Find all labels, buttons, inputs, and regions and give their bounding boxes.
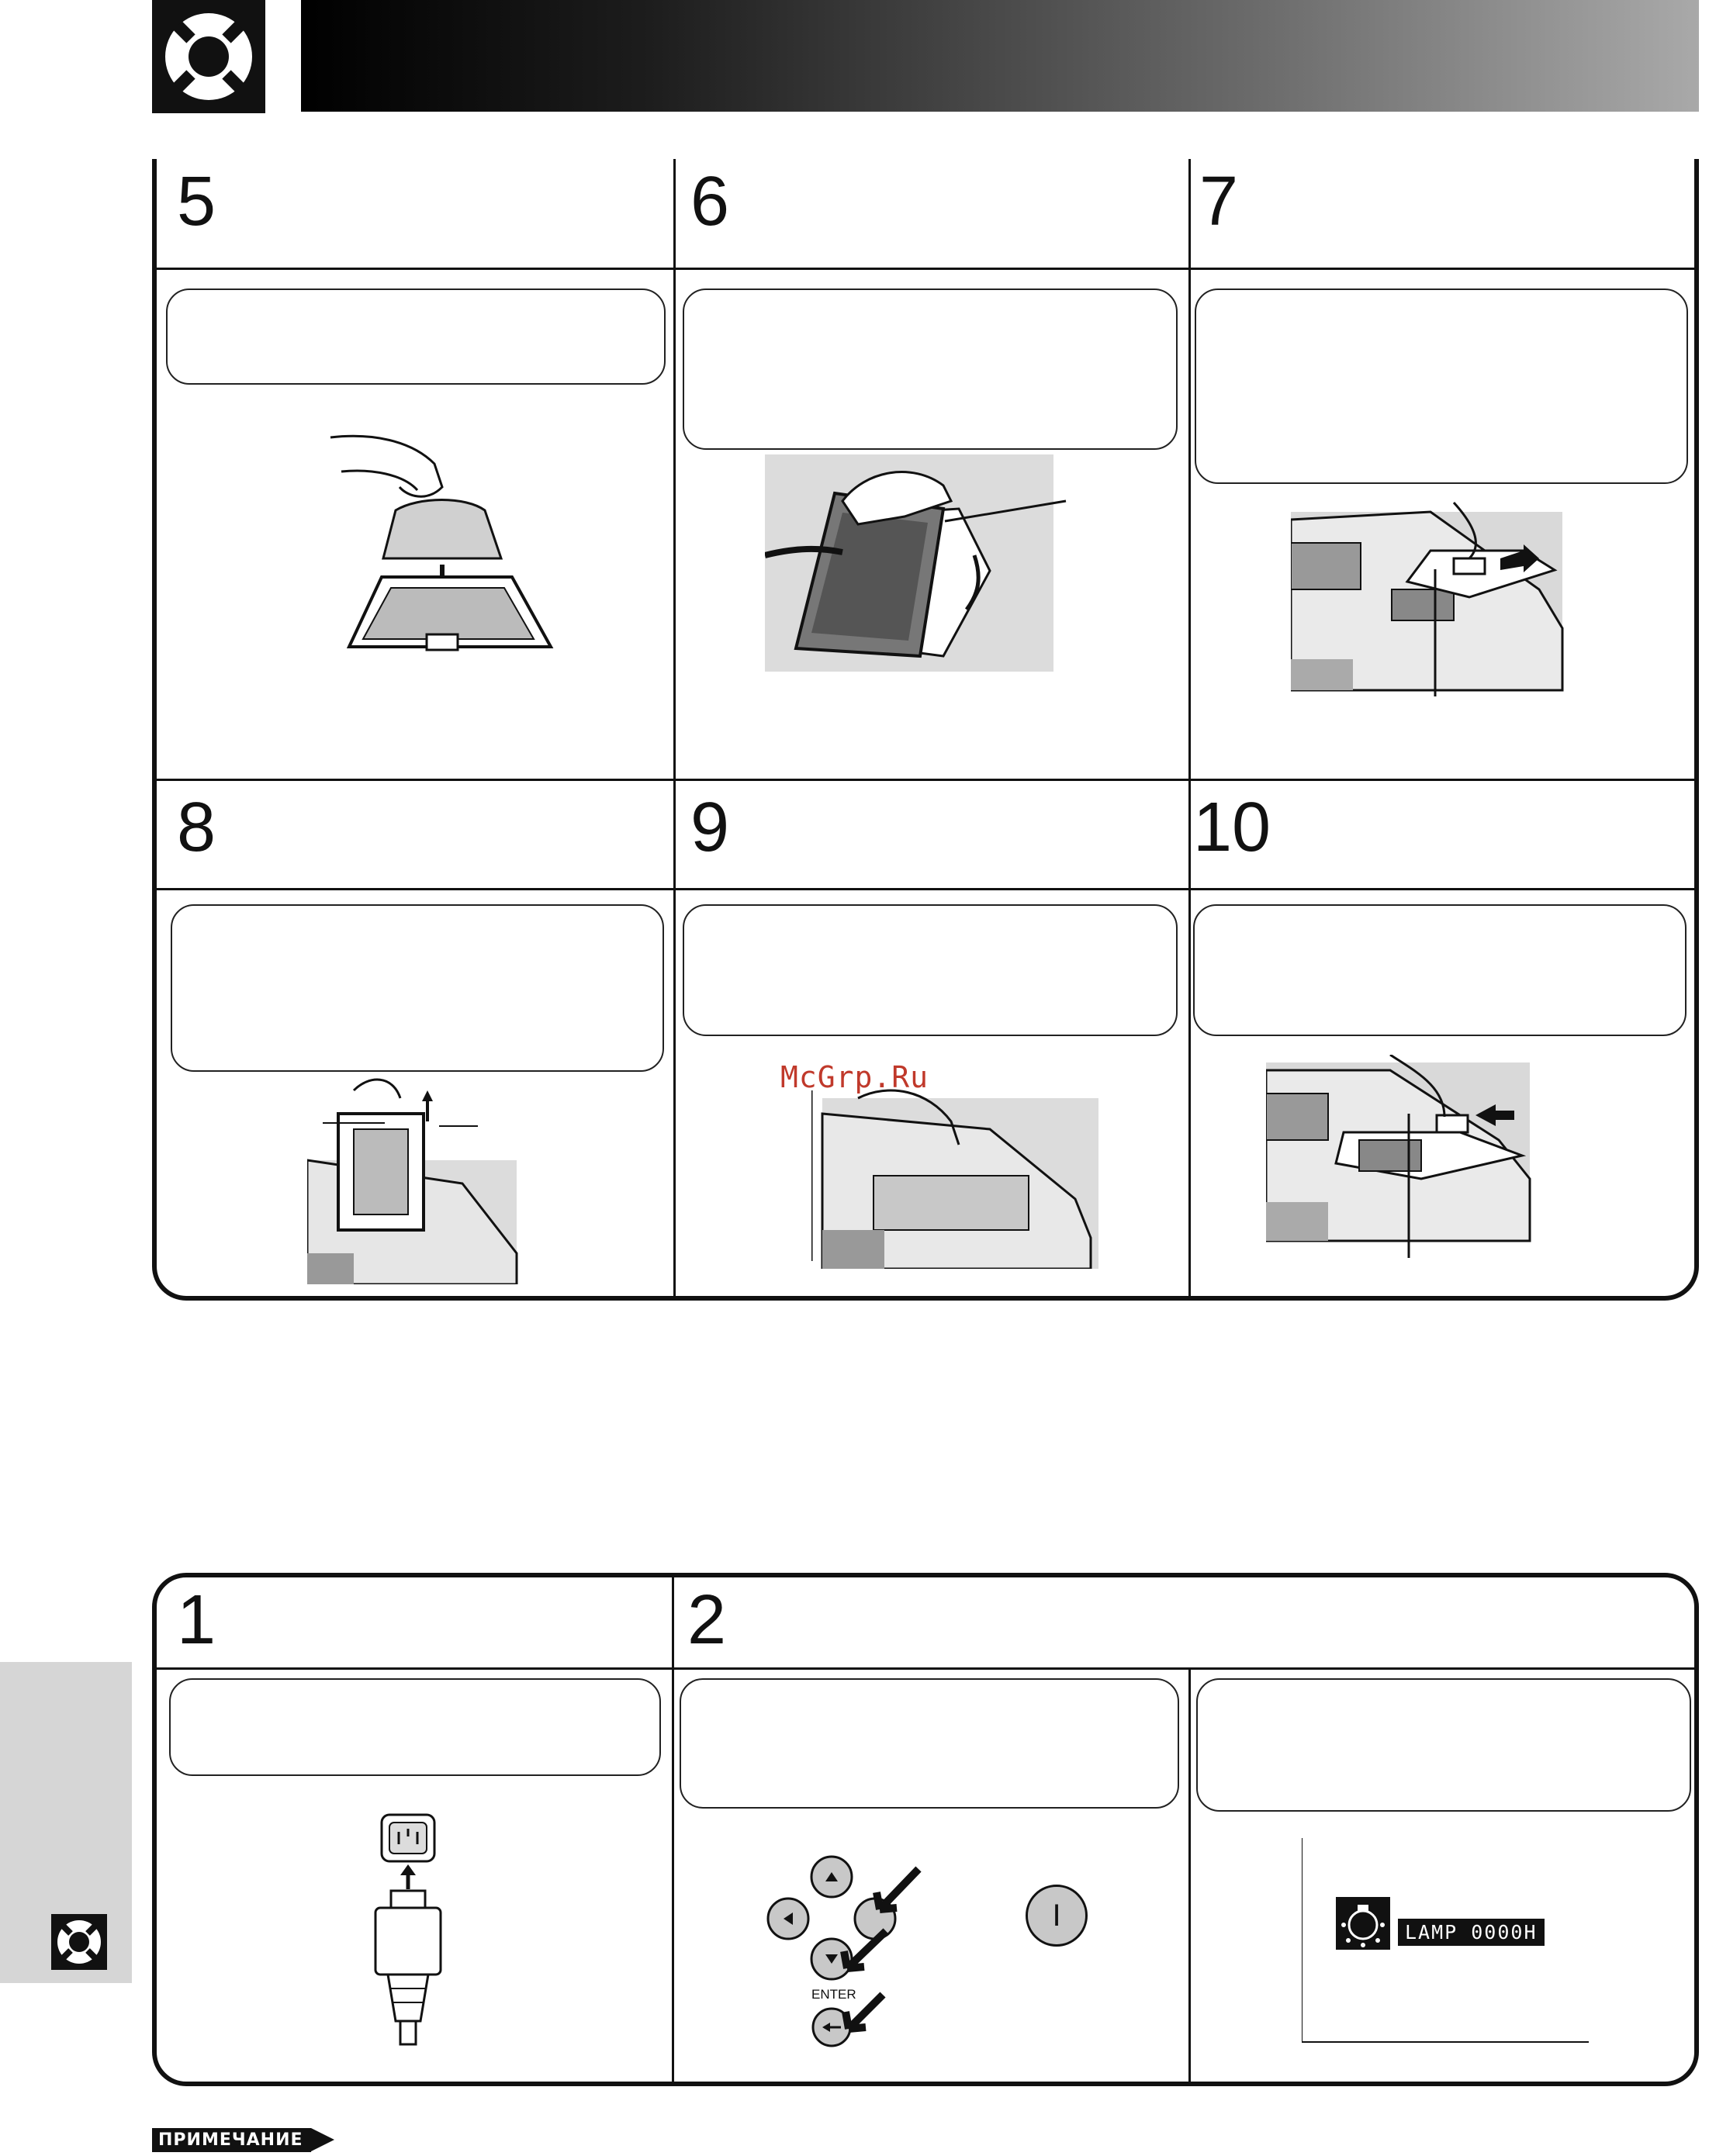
instruction-bubble [166, 289, 666, 385]
watermark: McGrp.Ru [780, 1060, 929, 1094]
step-number: 2 [687, 1581, 727, 1659]
remote-arrow-pad [763, 1854, 942, 2047]
instruction-bubble [1196, 1678, 1691, 1812]
cover-removal-illustration [765, 454, 1067, 672]
instruction-bubble [1193, 904, 1687, 1036]
power-plug-illustration [369, 1813, 447, 2046]
step-number: 1 [177, 1581, 216, 1659]
step-number: 7 [1199, 163, 1239, 240]
arrow-right-icon [311, 2128, 334, 2151]
header-bar [301, 0, 1699, 112]
lamp-icon [1336, 1897, 1390, 1950]
lamp-hours-readout: LAMP 0000H [1398, 1919, 1545, 1946]
lifebuoy-icon [51, 1914, 107, 1970]
enter-label: ENTER [811, 1987, 856, 2002]
screw-tighten-illustration [1266, 1055, 1538, 1264]
instruction-bubble [680, 1678, 1179, 1809]
display-left-border [1302, 1838, 1303, 2042]
instruction-bubble [169, 1678, 661, 1776]
lamp-insert-illustration [811, 1083, 1098, 1269]
filter-illustration [326, 425, 574, 658]
step-number: 8 [177, 789, 216, 866]
lamp-removal-illustration [307, 1067, 532, 1284]
step-number: 10 [1193, 789, 1271, 866]
note-label-text: ПРИМЕЧАНИЕ [152, 2128, 311, 2152]
screw-cover-illustration [1291, 496, 1578, 706]
step-number: 6 [690, 163, 730, 240]
step-number: 9 [690, 789, 730, 866]
instruction-bubble [683, 289, 1178, 450]
lifebuoy-icon [152, 0, 265, 113]
instruction-bubble [683, 904, 1178, 1036]
display-bottom-border [1302, 2041, 1589, 2043]
power-button[interactable]: I [1026, 1885, 1088, 1947]
instruction-bubble [1195, 289, 1688, 484]
note-label [152, 2128, 334, 2151]
step-number: 5 [177, 163, 216, 240]
instruction-bubble [171, 904, 664, 1072]
